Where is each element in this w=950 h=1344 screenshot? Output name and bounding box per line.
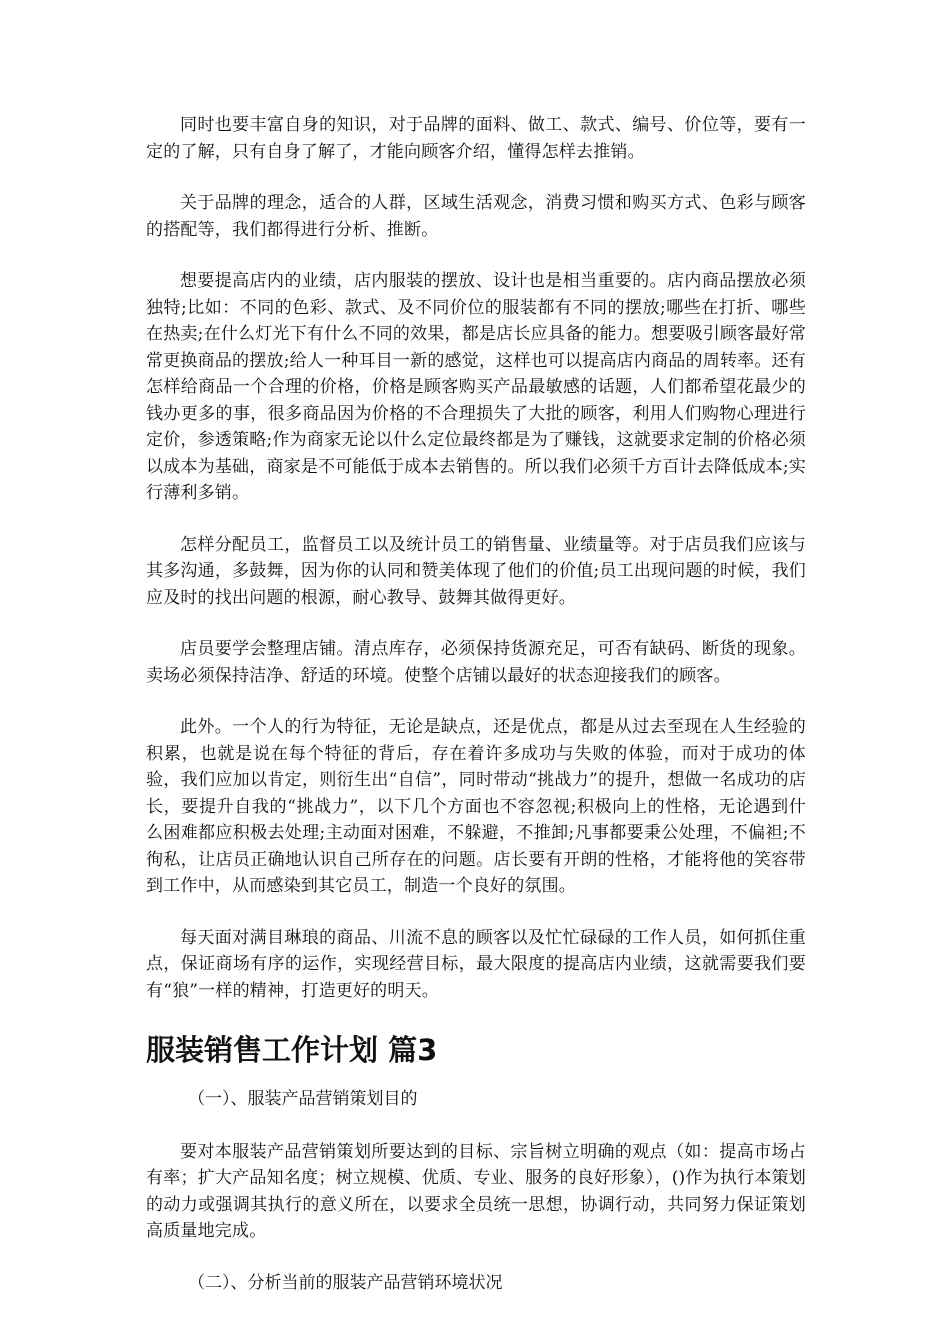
subsection-title-2: （二）、分析当前的服装产品营销环境状况	[188, 1272, 503, 1293]
paragraph-wolf-spirit: 每天面对满目琳琅的商品、川流不息的顾客以及忙忙碌碌的工作人员，如何抓住重点，保证商场有序的运作，实现经营目标，最大限度的提高店内业绩，这就需要我们要有“狼”一样的精神，打造更好的明天。	[146, 927, 806, 1001]
document-page	[146, 112, 806, 1322]
section-heading: 服装销售工作计划 篇3	[146, 1033, 438, 1067]
subsection-title-1: （一）、服装产品营销策划目的	[188, 1089, 418, 1109]
paragraph-staff-management: 怎样分配员工，监督员工以及统计员工的销售量、业绩量等。对于店员我们应该与其多沟通，多鼓舞，因为你的认同和赞美体现了他们的价值;员工出现问题的时候，我们应及时的找出问题的根源，耐心教导、鼓舞其做得更好。	[146, 534, 806, 608]
paragraph-knowledge: 同时也要丰富自身的知识，对于品牌的面料、做工、款式、编号、价位等，要有一定的了解，只有自身了解了，才能向顾客介绍，懂得怎样去推销。	[146, 115, 806, 162]
paragraph-store-tidy: 店员要学会整理店铺。清点库存，必须保持货源充足，可否有缺码、断货的现象。卖场必须保持洁净、舒适的环境。使整个店铺以最好的状态迎接我们的顾客。	[146, 639, 806, 686]
paragraph-display-pricing: 想要提高店内的业绩，店内服装的摆放、设计也是相当重要的。店内商品摆放必须独特;比如：不同的色彩、款式、及不同价位的服装都有不同的摆放;哪些在打折、哪些在热卖;在什么灯光下有什么不同的效果，都是店长应具备的能力。想要吸引顾客最好常常更换商品的摆放;给人一种耳目一新的感觉，这样也可以提高店内商品的周转率。还有怎样给商品一个合理的价格，价格是顾客购买产品最敏感的话题，人们都希望花最少的钱办更多的事，很多商品因为价格的不合理损失了大批的顾客，利用人们购物心理进行定价，参透策略;作为商家无论以什么定位最终都是为了赚钱，这就要求定制的价格必须以成本为基础，商家是不可能低于成本去销售的。所以我们必须千方百计去降低成本;实行薄利多销。	[146, 271, 806, 503]
paragraph-brand-concept: 关于品牌的理念，适合的人群，区域生活观念，消费习惯和购买方式、色彩与顾客的搭配等，我们都得进行分析、推断。	[146, 193, 806, 240]
paragraph-character: 此外。一个人的行为特征，无论是缺点，还是优点，都是从过去至现在人生经验的积累，也就是说在每个特征的背后，存在着许多成功与失败的体验，而对于成功的体验，我们应加以肯定，则衍生出“自信”，同时带动“挑战力”的提升，想做一名成功的店长，要提升自我的“挑战力”，以下几个方面也不容忽视;积极向上的性格，无论遇到什么困难都应积极去处理;主动面对困难，不躲避，不推卸;凡事都要秉公处理，不偏袒;不徇私，让店员正确地认识自己所存在的问题。店长要有开朗的性格，才能将他的笑容带到工作中，从而感染到其它员工，制造一个良好的氛围。	[146, 717, 806, 896]
paragraph-marketing-goal: 要对本服装产品营销策划所要达到的目标、宗旨树立明确的观点（如：提高市场占有率；扩大产品知名度；树立规模、优质、专业、服务的良好形象），()作为执行本策划的动力或强调其执行的意义所在，以要求全员统一思想，协调行动，共同努力保证策划高质量地完成。	[146, 1141, 806, 1241]
